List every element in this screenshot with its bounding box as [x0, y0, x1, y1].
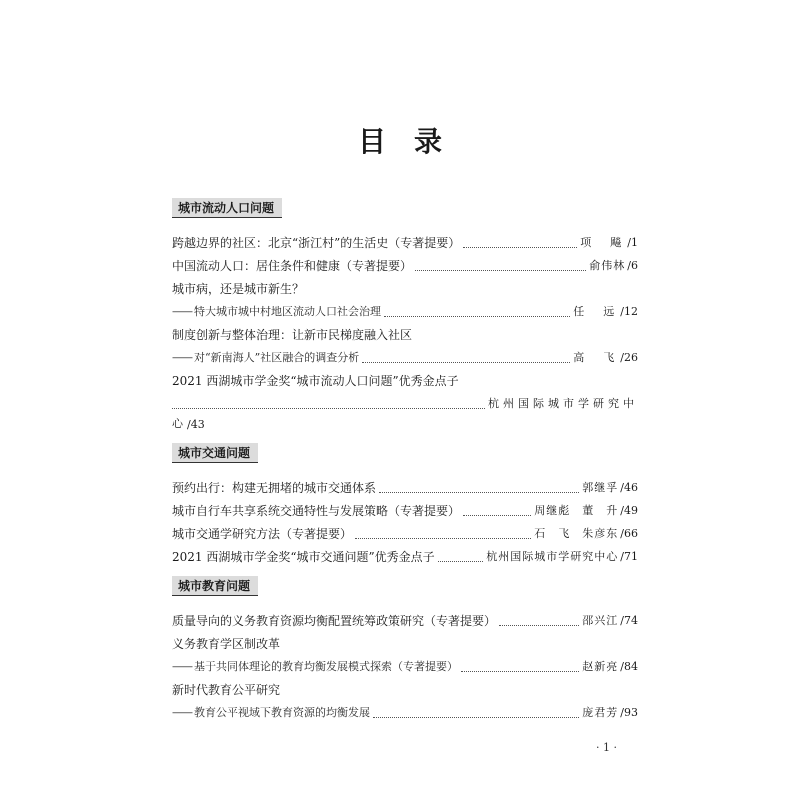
entry-author: 郭继孚 — [582, 481, 619, 494]
entry-author: 任 远 — [573, 305, 619, 318]
entry-author-continued: 心 — [172, 417, 183, 430]
toc-entry[interactable] — [172, 605, 638, 628]
entry-page: /46 — [620, 481, 638, 494]
toc-entry[interactable] — [172, 651, 638, 674]
entry-page: /6 — [627, 259, 638, 272]
entry-page: /84 — [620, 660, 638, 673]
toc-entry[interactable] — [172, 250, 638, 273]
entry-title[interactable]: 城市病，还是城市新生？ — [172, 282, 305, 296]
entry-page: /74 — [620, 614, 638, 627]
leader-dots — [172, 407, 485, 409]
entry-author: 杭州国际城市学研究中 — [488, 397, 638, 410]
entry-title[interactable]: 新时代教育公平研究 — [172, 683, 281, 697]
entry-continuation — [172, 411, 638, 431]
entry-title: 城市自行车共享系统交通特性与发展策略（专著提要） — [172, 504, 461, 518]
toc-entry[interactable] — [172, 296, 638, 319]
entry-author: 赵新亮 — [582, 660, 619, 673]
entry-title[interactable]: 义务教育学区制改革 — [172, 637, 281, 651]
entry-title: 质量导向的义务教育资源均衡配置统筹政策研究（专著提要） — [172, 614, 497, 628]
leader-dots — [463, 514, 531, 516]
leader-dots — [362, 361, 570, 363]
toc-entry[interactable] — [172, 697, 638, 720]
entry-title: 城市交通学研究方法（专著提要） — [172, 527, 353, 541]
entry-title[interactable]: 制度创新与整体治理：让新市民梯度融入社区 — [172, 328, 413, 342]
leader-dots — [499, 624, 579, 626]
entry-page: /93 — [620, 706, 638, 719]
entry-title: 2021 西湖城市学金奖“城市交通问题”优秀金点子 — [172, 550, 435, 564]
table-of-contents — [172, 197, 638, 720]
section-heading: 城市流动人口问题 — [172, 198, 282, 218]
entry-author: 庞君芳 — [582, 706, 619, 719]
leader-dots — [355, 537, 531, 539]
entry-page: /26 — [620, 351, 638, 364]
entry-page: /66 — [620, 527, 638, 540]
entry-subtitle: —— 特大城市城中村地区流动人口社会治理 — [172, 305, 381, 319]
toc-entry[interactable] — [172, 472, 638, 495]
toc-entry[interactable] — [172, 342, 638, 365]
toc-entry[interactable] — [172, 388, 638, 411]
entry-author: 项 飚 — [580, 236, 626, 249]
leader-dots — [415, 269, 586, 271]
entry-subtitle: —— 基于共同体理论的教育均衡发展模式探索（专著提要） — [172, 660, 458, 674]
entry-page: /12 — [620, 305, 638, 318]
entry-title: 跨越边界的社区：北京“浙江村”的生活史（专著提要） — [172, 236, 461, 250]
leader-dots — [379, 491, 579, 493]
entry-author: 邵兴江 — [582, 614, 619, 627]
entry-title[interactable]: 2021 西湖城市学金奖“城市流动人口问题”优秀金点子 — [172, 374, 459, 388]
entry-author: 高 飞 — [573, 351, 619, 364]
entry-title: 中国流动人口：居住条件和健康（专著提要） — [172, 259, 413, 273]
entry-subtitle: —— 教育公平视域下教育资源的均衡发展 — [172, 706, 370, 720]
leader-dots — [461, 670, 579, 672]
entry-author: 俞伟林 — [589, 259, 626, 272]
page-number: · 1 · — [596, 741, 617, 754]
toc-entry[interactable] — [172, 541, 638, 564]
toc-entry[interactable] — [172, 227, 638, 250]
entry-title: 预约出行：构建无拥堵的城市交通体系 — [172, 481, 377, 495]
entry-author: 周继彪 董 升 — [534, 504, 619, 517]
toc-entry[interactable] — [172, 518, 638, 541]
leader-dots — [438, 560, 484, 562]
leader-dots — [463, 246, 577, 248]
entry-page: /1 — [627, 236, 638, 249]
entry-page: /71 — [620, 550, 638, 563]
entry-author: 杭州国际城市学研究中心 — [486, 550, 619, 563]
entry-subtitle: —— 对“新南海人”社区融合的调查分析 — [172, 351, 359, 365]
section-heading: 城市交通问题 — [172, 443, 258, 463]
entry-page: /43 — [187, 418, 205, 431]
leader-dots — [373, 716, 579, 718]
leader-dots — [384, 315, 570, 317]
toc-entry[interactable] — [172, 495, 638, 518]
entry-page: /49 — [620, 504, 638, 517]
entry-author: 石 飞 朱彦东 — [534, 527, 619, 540]
page-title: 目录 — [357, 125, 470, 158]
section-heading: 城市教育问题 — [172, 576, 258, 596]
